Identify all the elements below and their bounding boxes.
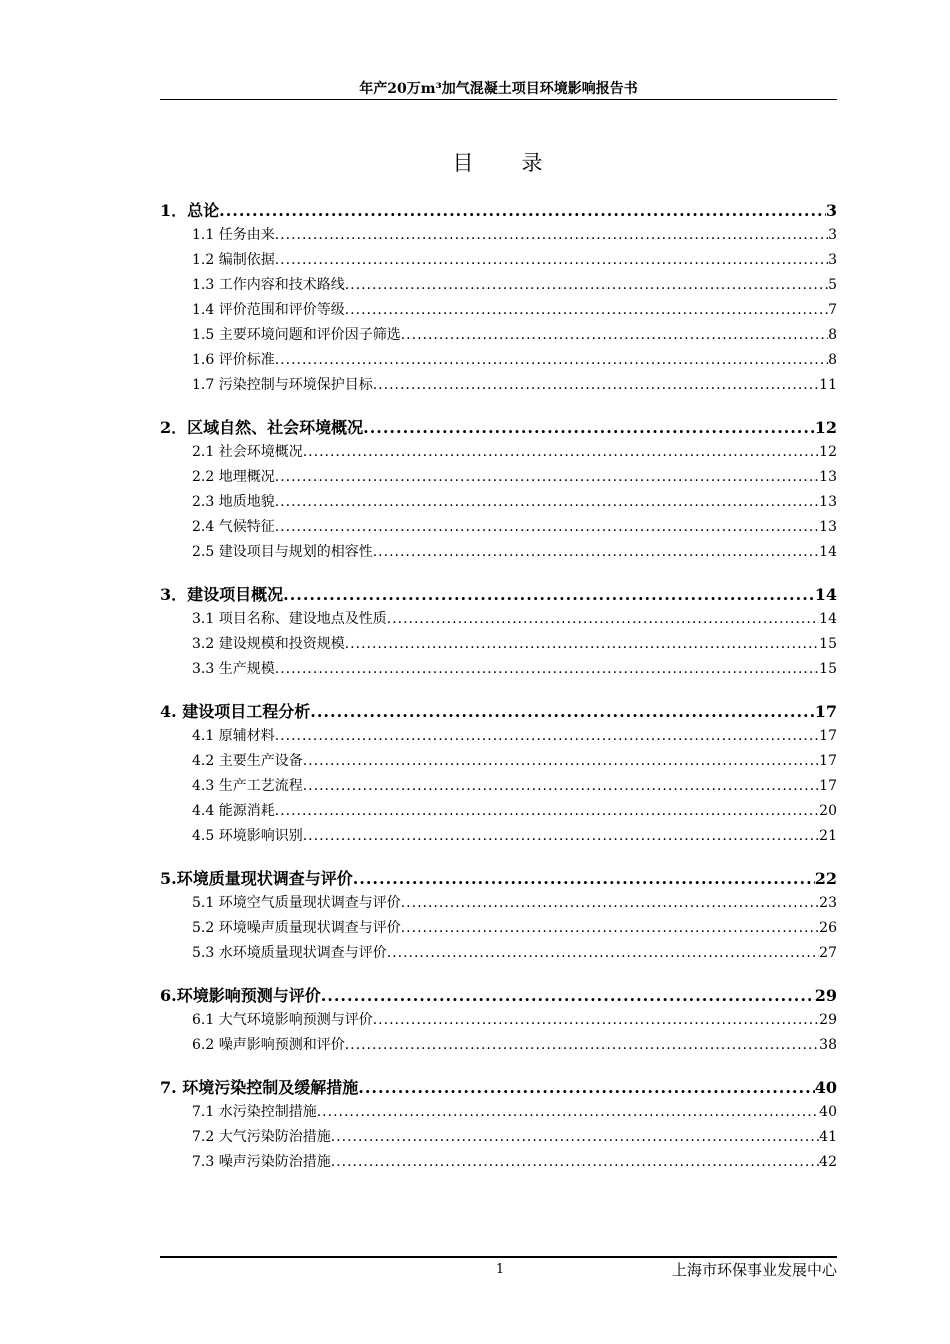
toc-page-number: 13: [819, 519, 837, 535]
toc-page-number: 17: [819, 753, 837, 769]
toc-entry-label: 5.1 环境空气质量现状调查与评价: [192, 895, 401, 911]
toc-entry-label: 4.5 环境影响识别: [192, 828, 303, 844]
toc-section: [160, 1075, 837, 1175]
toc-entry-label: 1.7 污染控制与环境保护目标: [192, 377, 373, 393]
toc-page-number: 40: [819, 1104, 837, 1120]
toc-entry-label: 1.6 评价标准: [192, 352, 275, 368]
toc-entry-link[interactable]: [160, 273, 837, 298]
toc-entry-link[interactable]: [160, 348, 837, 373]
toc-entry-label: 4.3 生产工艺流程: [192, 778, 303, 794]
toc-entry-link[interactable]: [160, 657, 837, 682]
toc-entry-label: 2.2 地理概况: [192, 469, 275, 485]
dot-leader: [275, 724, 819, 749]
dot-leader: [310, 699, 814, 724]
toc-section: [160, 582, 837, 682]
toc-entry-link[interactable]: [160, 916, 837, 941]
toc-entry-link[interactable]: [160, 632, 837, 657]
toc-entry-label: 7.3 噪声污染防治措施: [192, 1154, 331, 1170]
toc-section: [160, 198, 837, 398]
toc-heading-link[interactable]: [160, 415, 837, 440]
toc-page-number: 22: [814, 869, 837, 888]
toc-entry-link[interactable]: [160, 490, 837, 515]
toc-entry-link[interactable]: [160, 1125, 837, 1150]
organization-name: 上海市环保事业发展中心: [671, 1261, 837, 1279]
toc-entry-link[interactable]: [160, 1150, 837, 1175]
toc-heading-link[interactable]: [160, 699, 837, 724]
toc-entry-label: 4.4 能源消耗: [192, 803, 275, 819]
toc-entry-label: 1.2 编制依据: [192, 252, 275, 268]
toc-entry-label: 3.2 建设规模和投资规模: [192, 636, 345, 652]
dot-leader: [387, 941, 819, 966]
toc-entry-label: 2.1 社会环境概况: [192, 444, 303, 460]
toc-page-number: 17: [814, 702, 837, 721]
dot-leader: [275, 248, 828, 273]
toc-entry-link[interactable]: [160, 465, 837, 490]
toc-heading-label: 5.环境质量现状调查与评价: [160, 869, 353, 888]
dot-leader: [345, 1033, 819, 1058]
toc-entry-label: 1.3 工作内容和技术路线: [192, 277, 345, 293]
dot-leader: [283, 582, 815, 607]
toc-page-number: 14: [819, 544, 837, 560]
toc-page-number: 13: [819, 494, 837, 510]
toc-heading-label: 6.环境影响预测与评价: [160, 986, 321, 1005]
toc-entry-label: 7.2 大气污染防治措施: [192, 1129, 331, 1145]
toc-heading-label: 4. 建设项目工程分析: [160, 702, 311, 721]
toc-entry-label: 2.4 气候特征: [192, 519, 275, 535]
dot-leader: [358, 1075, 814, 1100]
toc-entry-label: 2.5 建设项目与规划的相容性: [192, 544, 373, 560]
header-rule: [160, 99, 837, 100]
toc-page-number: 23: [819, 895, 837, 911]
dot-leader: [401, 891, 819, 916]
toc-entry-link[interactable]: [160, 323, 837, 348]
dot-leader: [219, 198, 826, 223]
dot-leader: [401, 323, 828, 348]
toc-page-number: 8: [828, 327, 837, 343]
toc-heading-link[interactable]: [160, 866, 837, 891]
toc-page-number: 17: [819, 778, 837, 794]
toc-heading-link[interactable]: [160, 983, 837, 1008]
toc-entry-link[interactable]: [160, 248, 837, 273]
dot-leader: [275, 515, 819, 540]
toc-entry-label: 7.1 水污染控制措施: [192, 1104, 317, 1120]
dot-leader: [345, 298, 828, 323]
toc-page-number: 15: [819, 661, 837, 677]
toc-heading-label: 3．建设项目概况: [160, 585, 284, 604]
toc-entry-link[interactable]: [160, 440, 837, 465]
dot-leader: [275, 799, 819, 824]
toc-page-number: 20: [819, 803, 837, 819]
toc-page-number: 42: [819, 1154, 837, 1170]
dot-leader: [275, 465, 819, 490]
toc-entry-link[interactable]: [160, 1033, 837, 1058]
toc-entry-label: 4.1 原辅材料: [192, 728, 275, 744]
table-of-contents: [160, 198, 837, 1192]
toc-page-number: 21: [819, 828, 837, 844]
toc-entry-label: 2.3 地质地貌: [192, 494, 275, 510]
toc-entry-link[interactable]: [160, 515, 837, 540]
dot-leader: [353, 866, 815, 891]
toc-entry-link[interactable]: [160, 774, 837, 799]
dot-leader: [275, 657, 819, 682]
toc-page-number: 12: [819, 444, 837, 460]
dot-leader: [317, 1100, 819, 1125]
toc-entry-link[interactable]: [160, 540, 837, 565]
toc-entry-link[interactable]: [160, 373, 837, 398]
toc-page-number: 40: [814, 1078, 837, 1097]
dot-leader: [275, 490, 819, 515]
toc-page-number: 29: [814, 986, 837, 1005]
toc-entry-label: 1.1 任务由来: [192, 227, 275, 243]
toc-page-number: 12: [814, 418, 837, 437]
dot-leader: [401, 916, 819, 941]
toc-entry-label: 3.3 生产规模: [192, 661, 275, 677]
toc-page-number: 17: [819, 728, 837, 744]
toc-page-number: 8: [828, 352, 837, 368]
dot-leader: [373, 1008, 819, 1033]
toc-page-number: 29: [819, 1012, 837, 1028]
toc-entry-link[interactable]: [160, 607, 837, 632]
toc-page-number: 3: [825, 201, 837, 220]
toc-entry-link[interactable]: [160, 941, 837, 966]
toc-heading-link[interactable]: [160, 1075, 837, 1100]
toc-entry-link[interactable]: [160, 891, 837, 916]
toc-heading-label: 7. 环境污染控制及缓解措施: [160, 1078, 359, 1097]
toc-entry-link[interactable]: [160, 223, 837, 248]
dot-leader: [303, 749, 819, 774]
toc-page-number: 3: [828, 227, 837, 243]
toc-entry-label: 6.2 噪声影响预测和评价: [192, 1037, 345, 1053]
toc-entry-label: 1.5 主要环境问题和评价因子筛选: [192, 327, 401, 343]
toc-entry-label: 3.1 项目名称、建设地点及性质: [192, 611, 387, 627]
toc-page-number: 27: [819, 945, 837, 961]
dot-leader: [275, 348, 828, 373]
toc-entry-link[interactable]: [160, 824, 837, 849]
toc-heading-link[interactable]: [160, 198, 837, 223]
dot-leader: [331, 1150, 819, 1175]
dot-leader: [387, 607, 819, 632]
toc-page-number: 15: [819, 636, 837, 652]
dot-leader: [363, 415, 815, 440]
toc-entry-link[interactable]: [160, 724, 837, 749]
toc-heading-link[interactable]: [160, 582, 837, 607]
toc-page-number: 38: [819, 1037, 837, 1053]
dot-leader: [321, 983, 815, 1008]
toc-entry-label: 5.2 环境噪声质量现状调查与评价: [192, 920, 401, 936]
toc-page-number: 5: [828, 277, 837, 293]
footer-rule: [160, 1256, 837, 1258]
toc-heading-label: 1．总论: [160, 201, 220, 220]
toc-page-number: 14: [819, 611, 837, 627]
dot-leader: [331, 1125, 819, 1150]
toc-page-number: 14: [814, 585, 837, 604]
dot-leader: [275, 223, 828, 248]
toc-page-number: 7: [828, 302, 837, 318]
toc-heading-label: 2．区域自然、社会环境概况: [160, 418, 364, 437]
running-header: 年产20万m³加气混凝土项目环境影响报告书: [359, 81, 638, 97]
dot-leader: [345, 273, 828, 298]
toc-section: [160, 415, 837, 565]
toc-entry-link[interactable]: [160, 298, 837, 323]
dot-leader: [303, 774, 819, 799]
toc-entry-link[interactable]: [160, 1008, 837, 1033]
dot-leader: [345, 632, 819, 657]
toc-entry-label: 1.4 评价范围和评价等级: [192, 302, 345, 318]
toc-section: [160, 699, 837, 849]
dot-leader: [303, 824, 819, 849]
dot-leader: [373, 373, 819, 398]
toc-page-number: 11: [819, 377, 837, 393]
toc-entry-label: 4.2 主要生产设备: [192, 753, 303, 769]
toc-page-number: 41: [819, 1129, 837, 1145]
toc-entry-link[interactable]: [160, 1100, 837, 1125]
toc-entry-label: 6.1 大气环境影响预测与评价: [192, 1012, 373, 1028]
toc-section: [160, 866, 837, 966]
toc-page-number: 26: [819, 920, 837, 936]
page-number: 1: [495, 1262, 505, 1277]
toc-section: [160, 983, 837, 1058]
toc-entry-label: 5.3 水环境质量现状调查与评价: [192, 945, 387, 961]
toc-entry-link[interactable]: [160, 799, 837, 824]
dot-leader: [373, 540, 819, 565]
page-title: 目 录: [452, 151, 545, 175]
toc-page-number: 3: [828, 252, 837, 268]
toc-page-number: 13: [819, 469, 837, 485]
dot-leader: [303, 440, 819, 465]
toc-entry-link[interactable]: [160, 749, 837, 774]
